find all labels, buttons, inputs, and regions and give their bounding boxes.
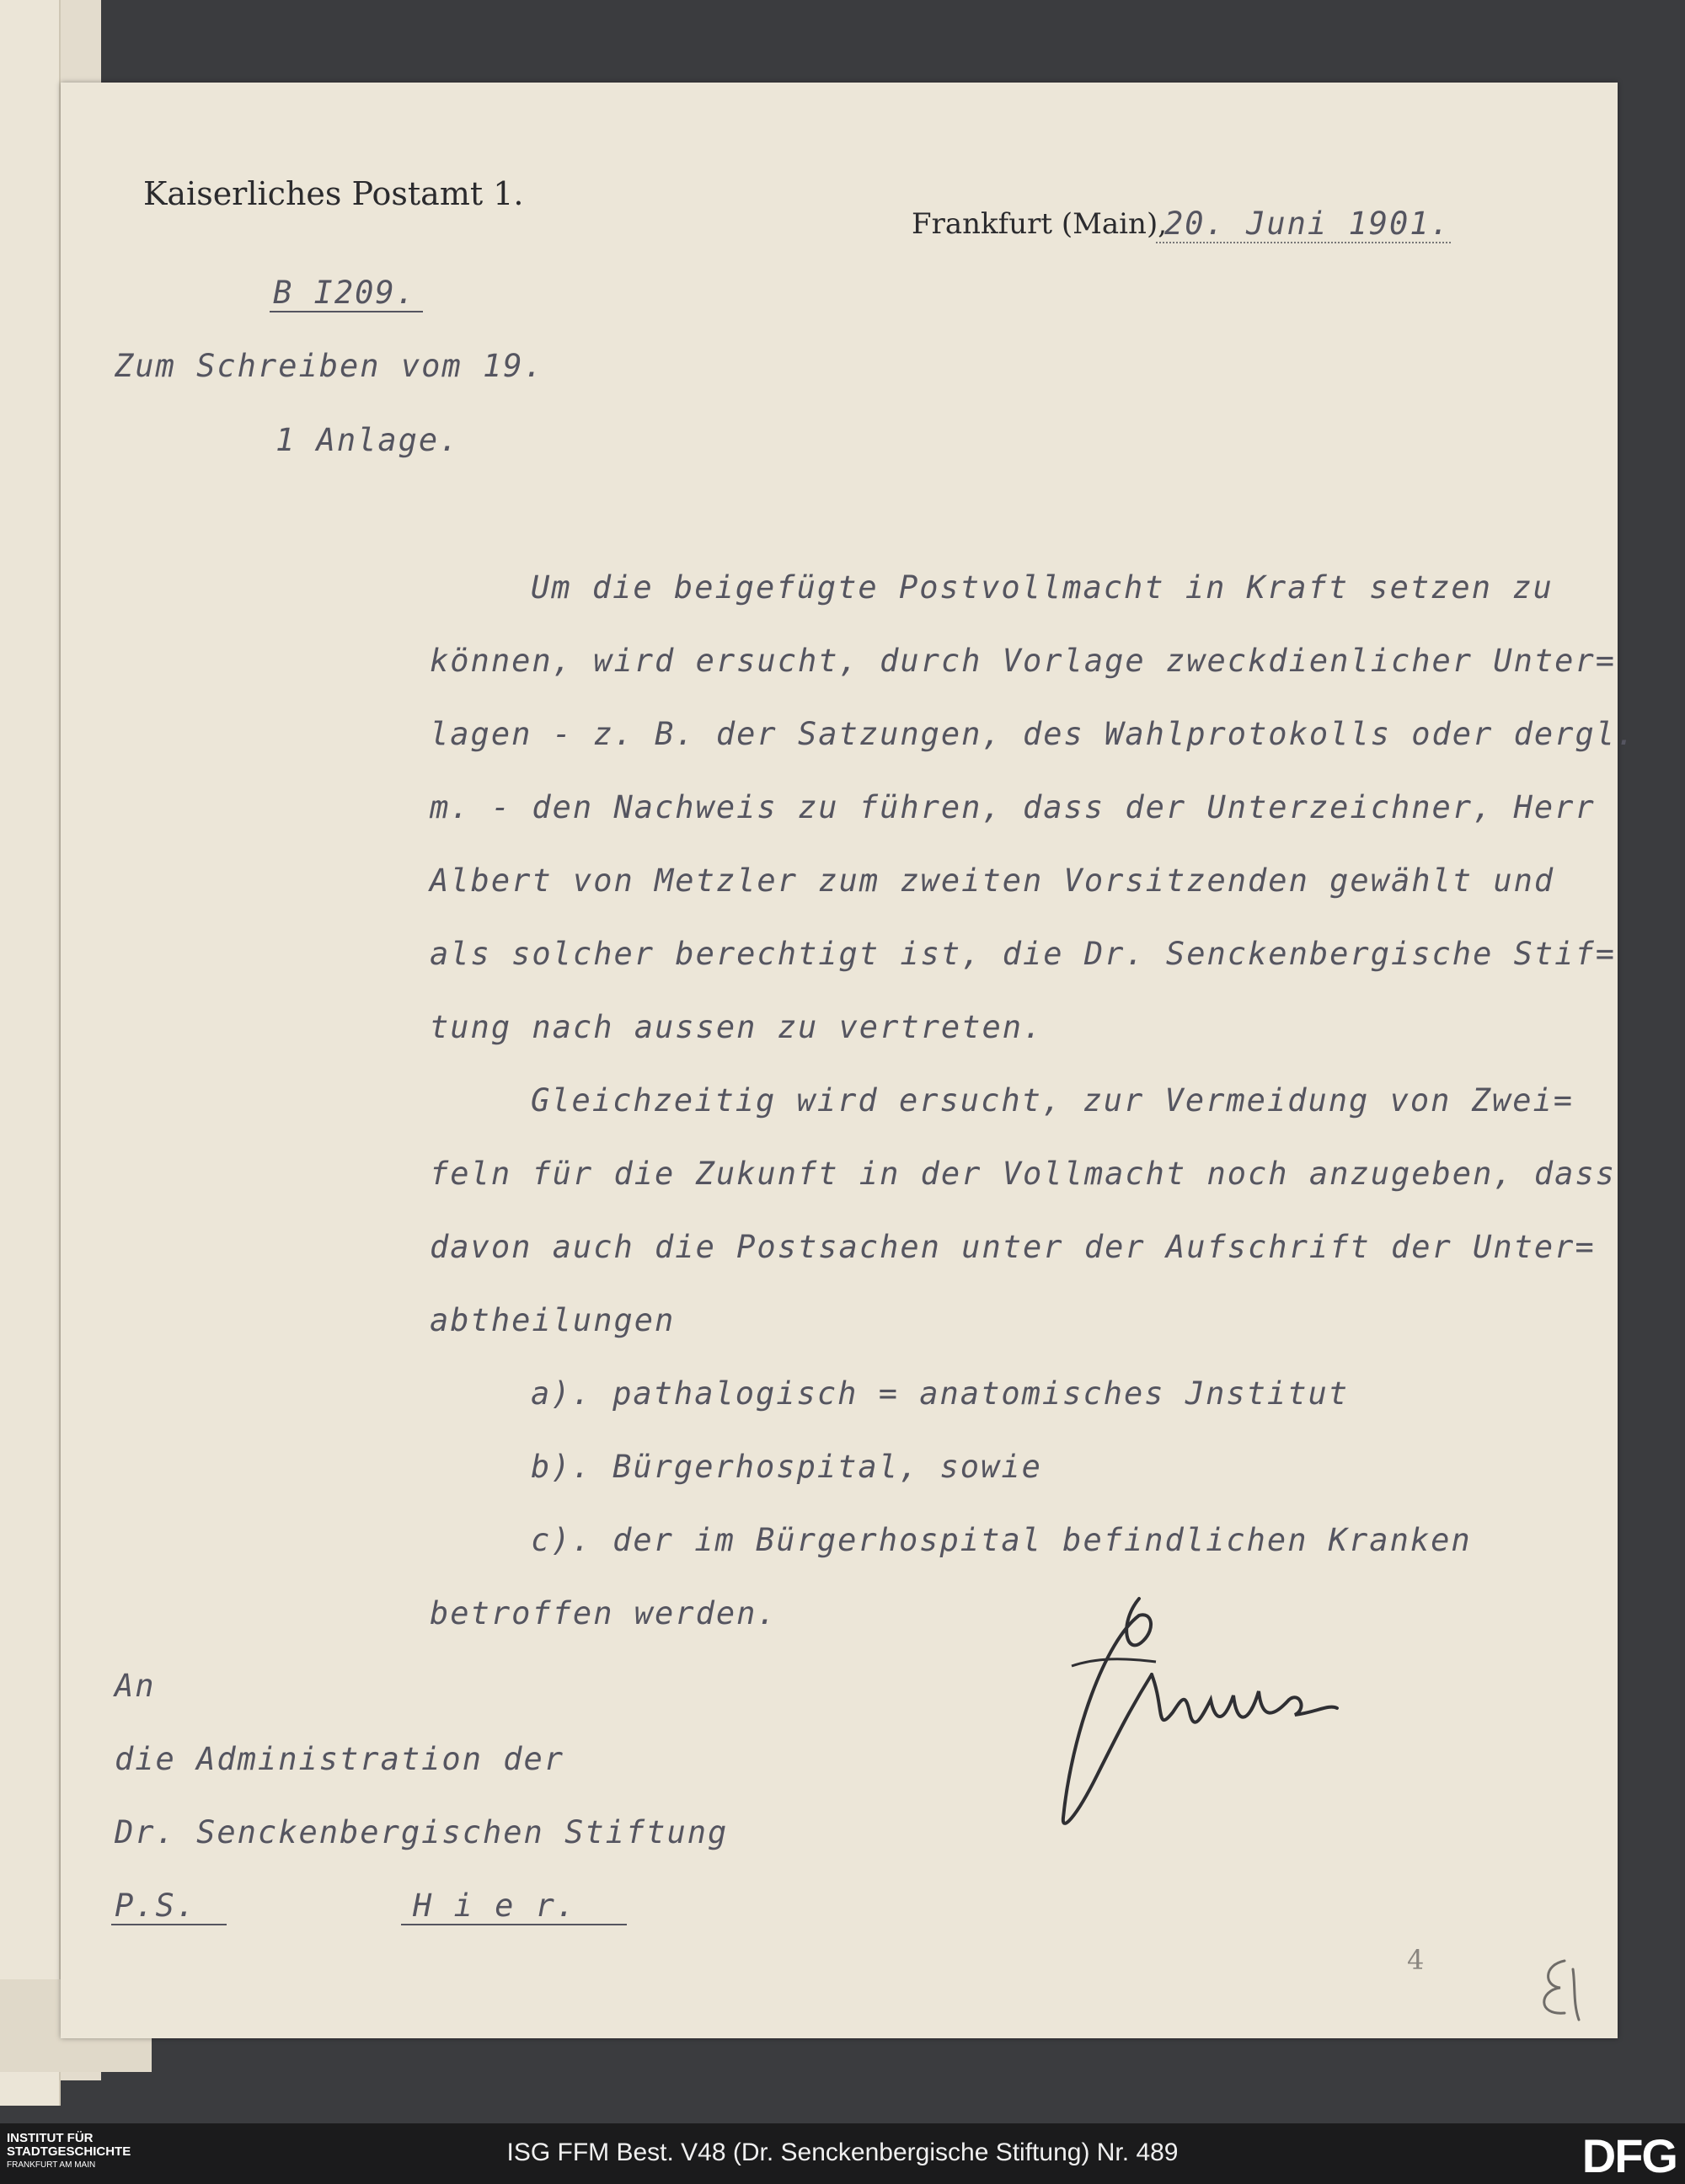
archive-footer-bar — [0, 2123, 1685, 2184]
body-closing-line: betroffen werden. — [430, 1595, 778, 1631]
body-line-7: tung nach aussen zu vertreten. — [430, 1009, 1044, 1045]
addressee-city: H i e r. — [401, 1888, 627, 1925]
body-line-4: m. - den Nachweis zu führen, dass der Unterzeichner, Herr — [430, 789, 1596, 825]
list-item-c: c). der im Bürgerhospital befindlichen Kranken — [531, 1522, 1472, 1558]
body-line-8: Gleichzeitig wird ersucht, zur Vermeidung von Zwei= — [531, 1082, 1575, 1119]
enclosure-note: 1 Anlage. — [275, 422, 460, 458]
body-line-6: als solcher berechtigt ist, die Dr. Senckenbergische Stif= — [430, 936, 1617, 972]
background-page-edge — [0, 0, 61, 2106]
letter-sheet — [61, 83, 1637, 2038]
pencil-page-number: 4 — [1407, 1944, 1425, 1976]
body-line-9: feln für die Zukunft in der Vollmacht noch anzugeben, dass — [430, 1156, 1617, 1192]
institute-line-1: INSTITUT FÜR — [7, 2131, 94, 2145]
archive-caption: ISG FFM Best. V48 (Dr. Senckenbergische Stiftung) Nr. 489 — [506, 2139, 1179, 2166]
list-item-a: a). pathalogisch = anatomisches Jnstitut — [531, 1375, 1350, 1412]
addressee-line-1: die Administration der — [115, 1741, 565, 1777]
institute-line-2: STADTGESCHICHTE — [7, 2144, 131, 2159]
letterhead-place: Frankfurt (Main), — [912, 207, 1168, 241]
addressee-line-2: Dr. Senckenbergischen Stiftung — [115, 1814, 729, 1850]
list-item-b: b). Bürgerhospital, sowie — [531, 1449, 1042, 1485]
letter-date: 20. Juni 1901. — [1156, 206, 1451, 243]
handwritten-signature — [1038, 1565, 1409, 1843]
postscript-marker: P.S. — [111, 1888, 227, 1925]
body-line-10: davon auch die Postsachen unter der Aufschrift der Unter= — [430, 1229, 1596, 1265]
re-line: Zum Schreiben vom 19. — [115, 348, 544, 384]
institute-line-3: FRANKFURT AM MAIN — [7, 2160, 96, 2170]
dfg-logo: DFG — [1581, 2129, 1677, 2182]
body-line-3: lagen - z. B. der Satzungen, des Wahlprotokolls oder dergl. — [430, 716, 1637, 752]
body-line-5: Albert von Metzler zum zweiten Vorsitzenden gewählt und — [430, 862, 1555, 899]
reference-number: B I209. — [270, 275, 423, 312]
letterhead-office: Kaiserliches Postamt 1. — [143, 175, 524, 212]
body-line-1: Um die beigefügte Postvollmacht in Kraft setzen zu — [531, 569, 1554, 606]
pencil-initials — [1527, 1952, 1594, 2028]
addressee-prefix: An — [115, 1668, 156, 1704]
body-line-2: können, wird ersucht, durch Vorlage zweckdienlicher Unter= — [430, 643, 1617, 679]
body-line-11: abtheilungen — [430, 1302, 676, 1338]
